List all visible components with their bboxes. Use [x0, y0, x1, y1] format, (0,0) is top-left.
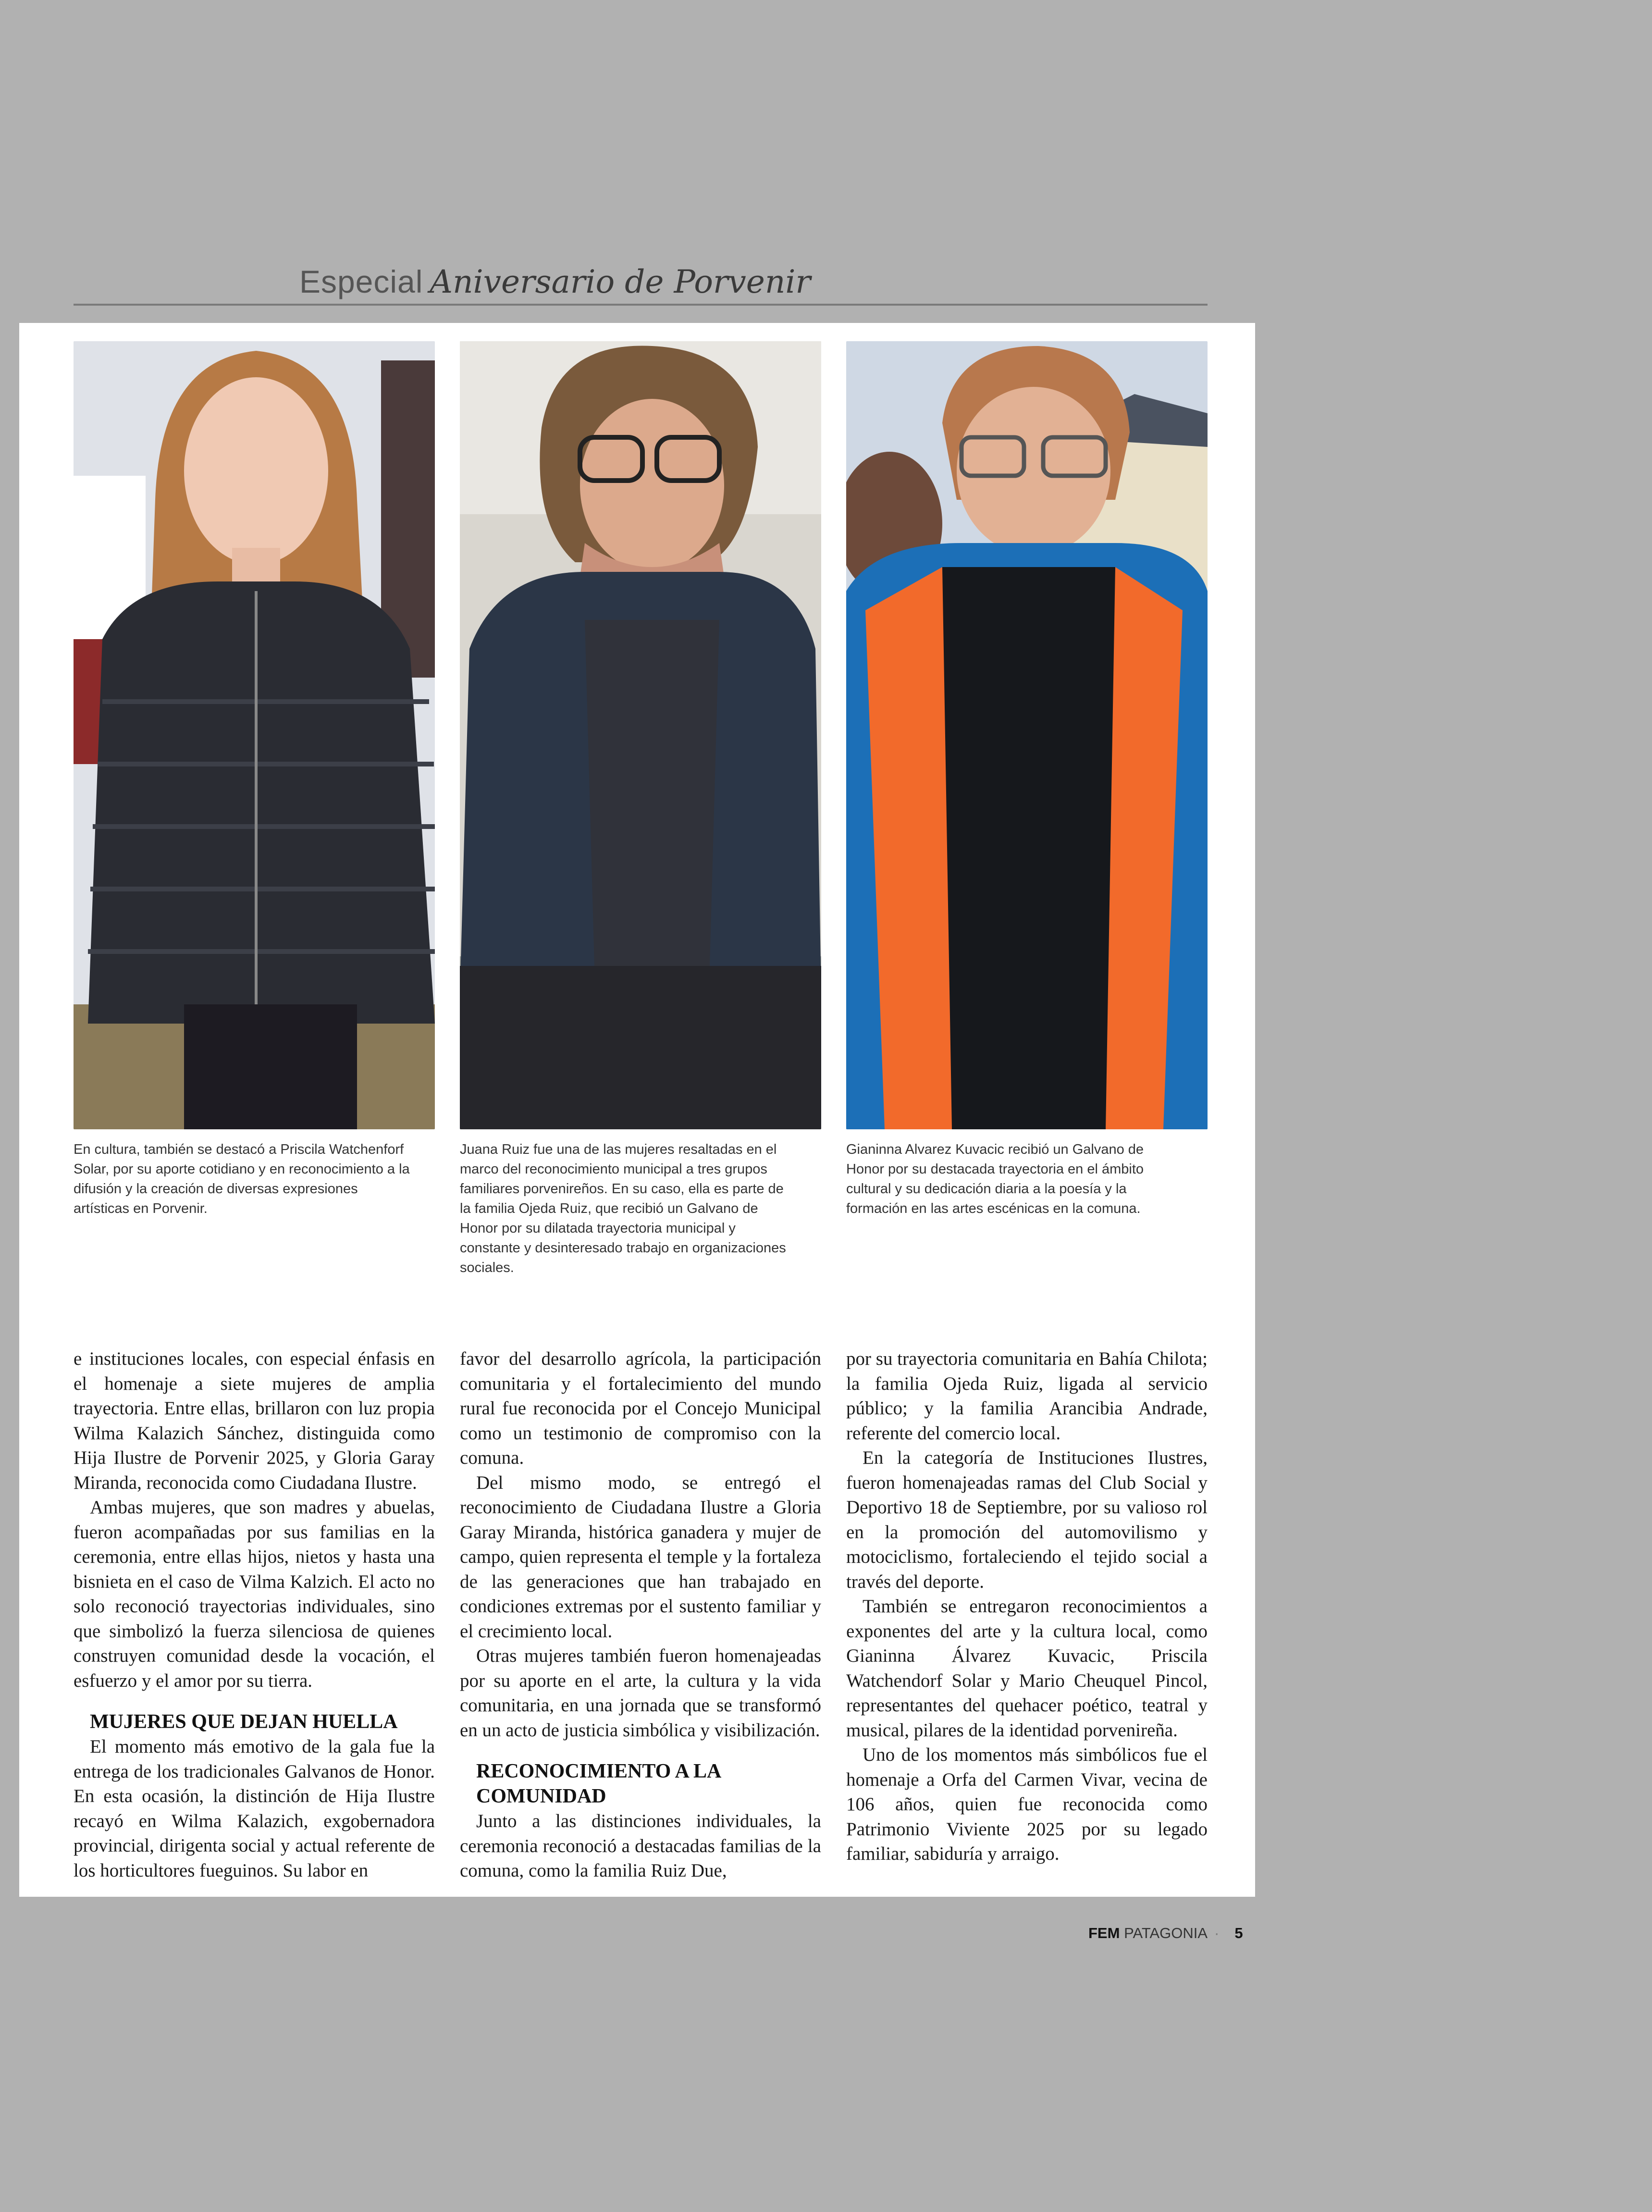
paragraph: Uno de los momentos más simbólicos fue el homenaje a Orfa del Carmen Vivar, vecina de 106 años, quien fue reconocida como Patrimonio Viviente 2025 por su legado familiar, sabiduría y arraigo. [846, 1744, 1208, 1864]
portrait-illustration [846, 341, 1208, 1129]
page-number: 5 [1234, 1925, 1243, 1941]
portrait-illustration [74, 341, 435, 1129]
caption-photo-2: Juana Ruiz fue una de las mujeres resaltadas en el marco del reconocimiento municipal a tres grupos familiares porvenireños. En su caso, ella es parte de la familia Ojeda Ruiz, que recibió un Galvano de Honor por su dilatada trayectoria municipal y constante y desinteresado trabajo en organizaciones sociales. [460, 1142, 786, 1275]
paragraph: por su trayectoria comunitaria en Bahía Chilota; la familia Ojeda Ruiz, ligada al servicio público; y la familia Arancibia Andrade, referente del comercio local. [846, 1348, 1208, 1444]
face [957, 387, 1110, 555]
section-header-script-title: Aniversario de Porvenir [430, 263, 811, 300]
article-column-1 [74, 1347, 435, 1883]
publication-name: PATAGONIA [1124, 1925, 1208, 1941]
paragraph: Ambas mujeres, que son madres y abuelas, fueron acompañadas por sus familias en la ceremonia, entre ellas hijos, nietos y hasta una bisnieta en el caso de Vilma Kalzich. El acto no solo reconoció trayectorias individuales, sino que simbolizó la fuerza silenciosa de quienes construyen comunidad desde la vocación, el esfuerzo y el amor por su tierra. [74, 1497, 435, 1691]
article-column-2 [460, 1347, 821, 1883]
paragraph: También se entregaron reconocimientos a exponentes del arte y la cultura local, como Gianinna Álvarez Kuvacic, Priscila Watchendorf Solar y Mario Cheuquel Pincol, representantes del quehacer poético, teatral y musical, pilares de la identidad porvenireña. [846, 1596, 1208, 1741]
paragraph: Otras mujeres también fueron homenajeadas por su aporte en el arte, la cultura y la vida comunitaria, en una jornada que se transformó en un acto de justicia simbólica y visibilización. [460, 1645, 821, 1741]
section-header [299, 263, 811, 301]
blouse [585, 620, 719, 966]
photo-juana-ruiz [460, 341, 821, 1129]
black-sweater [942, 567, 1115, 1129]
header-divider [74, 304, 1208, 306]
paragraph: Del mismo modo, se entregó el reconocimiento de Ciudadana Ilustre a Gloria Garay Miranda, histórica ganadera y mujer de campo, quien representa el temple y la fortaleza de las generaciones que han trabajado en condiciones extremas por el sustento familiar y el crecimiento local. [460, 1472, 821, 1642]
footer-separator: · [1214, 1925, 1220, 1941]
photo-gianinna [846, 341, 1208, 1129]
section-heading: MUJERES QUE DEJAN HUELLA [90, 1711, 398, 1733]
article-column-3 [846, 1347, 1208, 1866]
paragraph: e instituciones locales, con especial énfasis en el homenaje a siete mujeres de amplia trayectoria. Entre ellas, brillaron con luz propia Wilma Kalazich Sánchez, distinguida como Hija Ilustre de Porvenir 2025, y Gloria Garay Miranda, reconocida como Ciudadana Ilustre. [74, 1348, 435, 1493]
puffer-jacket [88, 581, 435, 1024]
portrait-illustration [460, 341, 821, 1129]
photo-priscila [74, 341, 435, 1129]
page-footer [1088, 1925, 1243, 1942]
section-header-label: Especial [299, 264, 423, 299]
publication-brand: FEM [1088, 1925, 1120, 1941]
pants [184, 1004, 357, 1129]
paragraph: favor del desarrollo agrícola, la participación comunitaria y el fortalecimiento del mundo rural fue reconocida por el Concejo Municipal como un testimonio de compromiso con la comuna. [460, 1348, 821, 1468]
paragraph: Junto a las distinciones individuales, la ceremonia reconoció a destacadas familias de la comuna, como la familia Ruiz Due, [460, 1811, 821, 1881]
caption-photo-1: En cultura, también se destacó a Priscila Watchenforf Solar, por su aporte cotidiano y en reconocimiento a la difusión y la creación de diversas expresiones artísticas en Porvenir. [74, 1142, 410, 1216]
section-heading: RECONOCIMIENTO A LA COMUNIDAD [476, 1760, 720, 1807]
paragraph: El momento más emotivo de la gala fue la entrega de los tradicionales Galvanos de Honor. En esta ocasión, la distinción de Hija Ilustre recayó en Wilma Kalazich, exgobernadora provincial, dirigenta social y actual referente de los horticultores fueguinos. Su labor en [74, 1736, 435, 1881]
face [580, 399, 724, 572]
caption-photo-3: Gianinna Alvarez Kuvacic recibió un Galvano de Honor por su destacada trayectoria en el ámbito cultural y su dedicación diaria a la poesía y la formación en las artes escénicas en la comuna. [846, 1142, 1144, 1216]
paragraph: En la categoría de Instituciones Ilustres, fueron homenajeadas ramas del Club Social y Deportivo 18 de Septiembre, por su valioso rol en la promoción del automovilismo y motociclismo, fortaleciendo el tejido social a través del deporte. [846, 1447, 1208, 1592]
pants [460, 966, 821, 1129]
page-top-margin [0, 0, 1255, 323]
magazine-page [19, 323, 1255, 1897]
face [184, 377, 328, 565]
